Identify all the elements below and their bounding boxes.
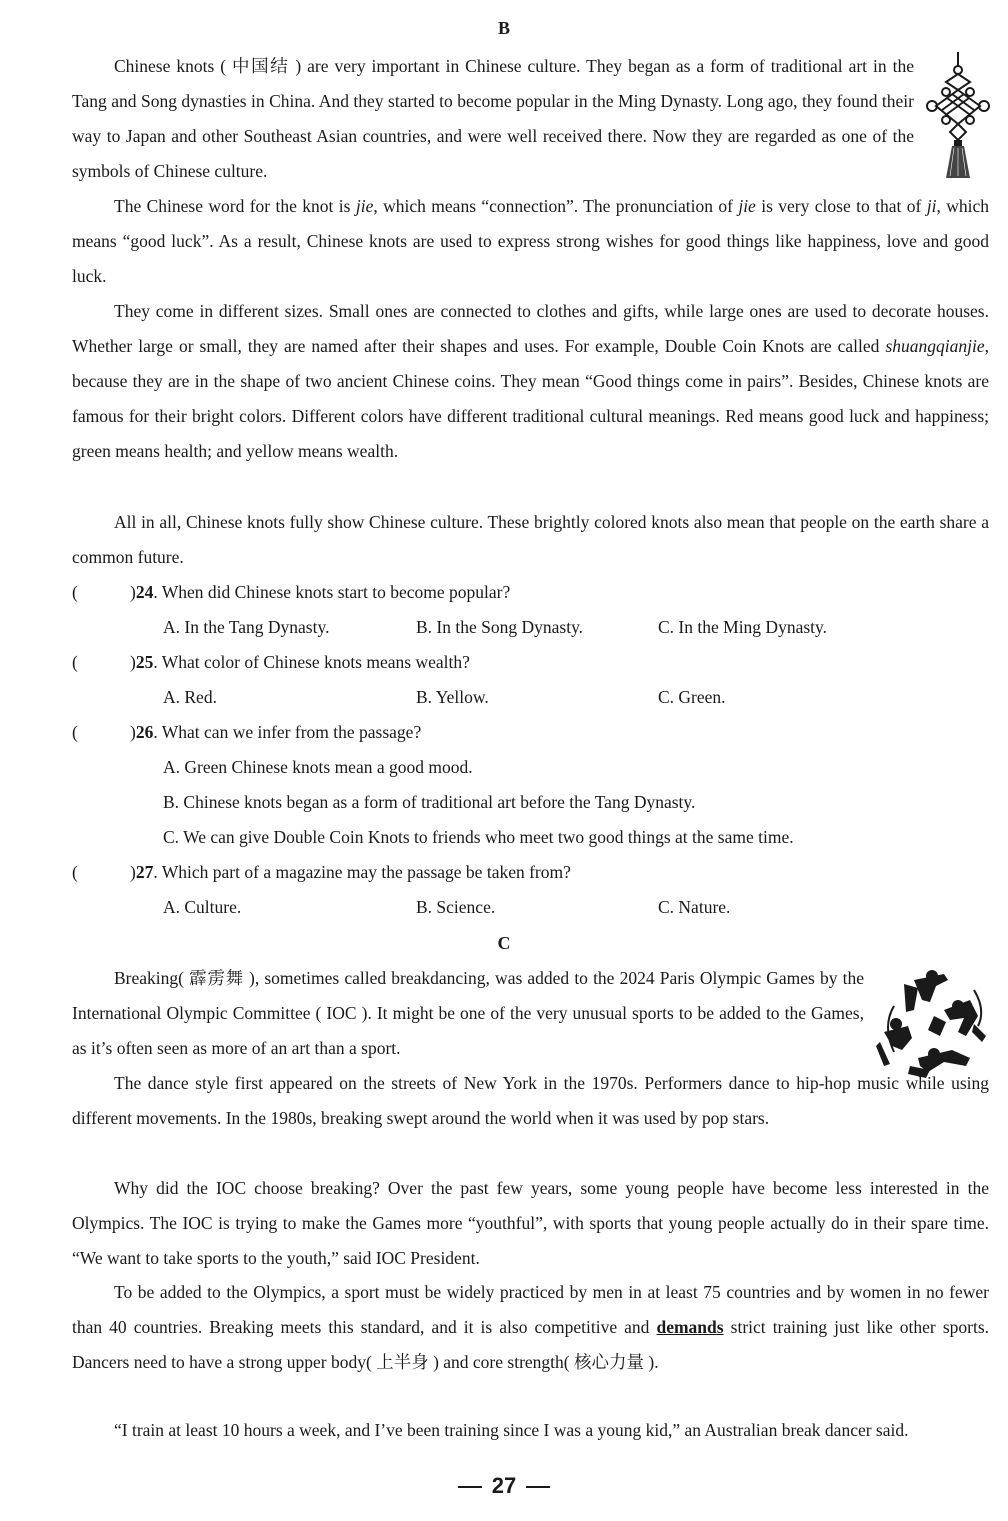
footer-dash-right bbox=[526, 1486, 550, 1488]
option-24-c[interactable]: C. In the Ming Dynasty. bbox=[658, 617, 827, 637]
answer-blank[interactable]: ( bbox=[72, 652, 78, 672]
section-c-paragraph-4 bbox=[72, 1275, 989, 1380]
question-27: ( )27. Which part of a magazine may the passage be taken from? bbox=[72, 855, 571, 890]
question-text: . Which part of a magazine may the passage be taken from? bbox=[153, 862, 571, 882]
question-number: 26 bbox=[135, 722, 154, 742]
p4-text-2: strict training just like other sports. Dancers need to have a strong upper body( 上半身 ) and core strength( 核心力量 ). bbox=[72, 1317, 990, 1372]
question-25: ( )25. What color of Chinese knots means wealth? bbox=[72, 645, 470, 680]
breakdancers-image bbox=[874, 966, 990, 1082]
p2-italic-ji: ji bbox=[926, 196, 937, 216]
p2-text-3: is very close to that of bbox=[755, 196, 927, 216]
answer-blank[interactable]: ( bbox=[72, 862, 78, 882]
section-b-paragraph-2 bbox=[72, 189, 989, 294]
p4-text-1: To be added to the Olympics, a sport must be widely practiced by men in at least 75 countries and by women in no fewer than 40 countries. Breaking meets this standard, and it is also competitive and bbox=[72, 1282, 989, 1337]
answer-blank[interactable]: ( bbox=[72, 582, 78, 602]
option-25-b[interactable]: B. Yellow. bbox=[416, 687, 489, 707]
option-26-c[interactable]: C. We can give Double Coin Knots to friends who meet two good things at the same time. bbox=[163, 827, 794, 847]
section-b-paragraph-1: Chinese knots ( 中国结 ) are very important in Chinese culture. They began as a form of traditional art in the Tang and Song dynasties in China. And they started to become popular in the Ming Dynasty. Long ago, they found their way to Japan and other Southeast Asian countries, and were well received there. Now they are regarded as one of the symbols of Chinese culture. bbox=[72, 56, 914, 181]
section-c-heading: C bbox=[497, 933, 511, 953]
question-24: ( )24. When did Chinese knots start to become popular? bbox=[72, 575, 510, 610]
question-26: ( )26. What can we infer from the passage? bbox=[72, 715, 421, 750]
p2-text-1: The Chinese word for the knot is bbox=[114, 196, 356, 216]
option-25-c[interactable]: C. Green. bbox=[658, 687, 726, 707]
page-footer bbox=[0, 1473, 1008, 1499]
option-24-a[interactable]: A. In the Tang Dynasty. bbox=[163, 617, 330, 637]
section-c-paragraph-5: “I train at least 10 hours a week, and I’ve been training since I was a young kid,” an Australian break dancer said. bbox=[114, 1420, 909, 1440]
p2-italic-jie-2: jie bbox=[738, 196, 756, 216]
question-number: 27 bbox=[135, 862, 154, 882]
p3-text-2: , because they are in the shape of two ancient Chinese coins. They mean “Good things come in pairs”. Besides, Chinese knots are famous for their bright colors. Different colors have different traditional cultural meanings. Red means good luck and happiness; green means health; and yellow means wealth. bbox=[72, 336, 989, 461]
section-c-paragraph-2: The dance style first appeared on the streets of New York in the 1970s. Performers dance to hip-hop music while using different movements. In the 1980s, breaking swept around the world when it was used by pop stars. bbox=[72, 1073, 989, 1128]
question-number: 24 bbox=[135, 582, 154, 602]
keyword-demands: demands bbox=[656, 1317, 724, 1337]
p3-italic-shuangqianjie: shuangqianjie bbox=[885, 336, 985, 356]
option-26-a[interactable]: A. Green Chinese knots mean a good mood. bbox=[163, 757, 473, 777]
option-24-b[interactable]: B. In the Song Dynasty. bbox=[416, 617, 584, 637]
p3-text-1: They come in different sizes. Small ones are connected to clothes and gifts, while large ones are used to decorate houses. Whether large or small, they are named after their shapes and uses. For example, Double Coin Knots are called bbox=[72, 301, 989, 356]
option-27-b[interactable]: B. Science. bbox=[416, 897, 496, 917]
option-26-b[interactable]: B. Chinese knots began as a form of traditional art before the Tang Dynasty. bbox=[163, 792, 696, 812]
option-25-a[interactable]: A. Red. bbox=[163, 687, 217, 707]
question-text: . What can we infer from the passage? bbox=[153, 722, 422, 742]
section-c-paragraph-3: Why did the IOC choose breaking? Over the past few years, some young people have become less interested in the Olympics. The IOC is trying to make the Games more “youthful”, with sports that young people actually do in their spare time. “We want to take sports to the youth,” said IOC President. bbox=[72, 1178, 989, 1268]
section-b-paragraph-3 bbox=[72, 294, 989, 469]
section-b-paragraph-4: All in all, Chinese knots fully show Chinese culture. These brightly colored knots also mean that people on the earth share a common future. bbox=[72, 512, 989, 567]
question-number: 25 bbox=[135, 652, 154, 672]
p2-italic-jie: jie bbox=[355, 196, 374, 216]
chinese-knot-image bbox=[926, 52, 990, 182]
option-27-a[interactable]: A. Culture. bbox=[163, 897, 242, 917]
p2-text-2: , which means “connection”. The pronunciation of bbox=[373, 196, 739, 216]
question-text: . When did Chinese knots start to become popular? bbox=[153, 582, 511, 602]
question-text: . What color of Chinese knots means wealth? bbox=[153, 652, 470, 672]
option-27-c[interactable]: C. Nature. bbox=[658, 897, 731, 917]
section-b-heading: B bbox=[497, 18, 510, 38]
page-number: 27 bbox=[491, 1473, 517, 1498]
answer-blank[interactable]: ( bbox=[72, 722, 78, 742]
footer-dash-left bbox=[458, 1486, 482, 1488]
p2-text-4: , which means “good luck”. As a result, Chinese knots are used to express strong wishes for good things like happiness, love and good luck. bbox=[72, 196, 990, 286]
section-c-paragraph-1: Breaking( 霹雳舞 ), sometimes called breakdancing, was added to the 2024 Paris Olympic Games by the International Olympic Committee ( IOC ). It might be one of the very unusual sports to be added to the Games, as it’s often seen as more of an art than a sport. bbox=[72, 968, 864, 1058]
